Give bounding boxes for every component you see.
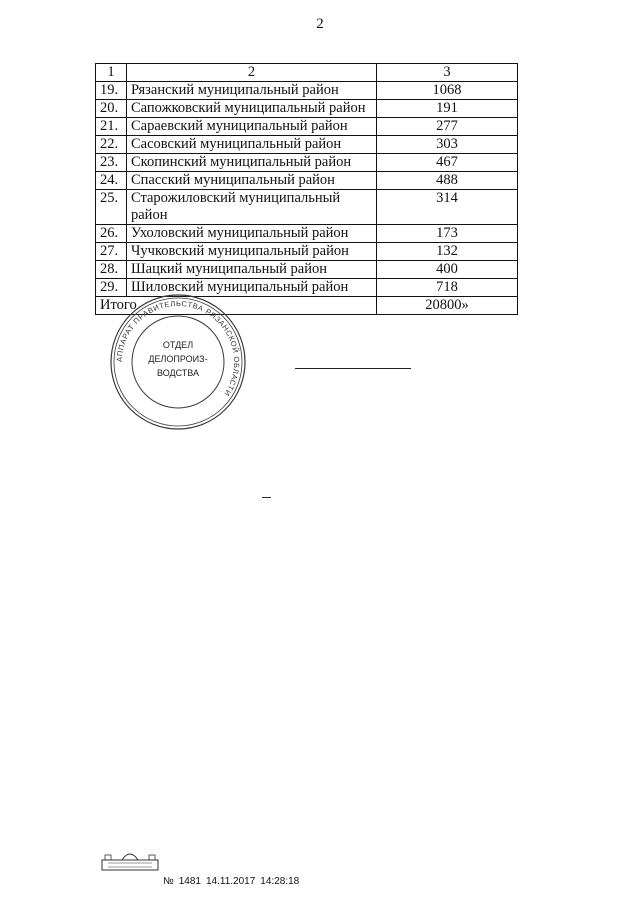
district-value: 467	[377, 154, 518, 172]
stamp-ring-text: АППАРАТ ПРАВИТЕЛЬСТВА РЯЗАНСКОЙ ОБЛАСТИ	[114, 298, 242, 399]
district-name: Сараевский муниципальный район	[127, 118, 377, 136]
district-name: Шацкий муниципальный район	[127, 261, 377, 279]
district-value: 1068	[377, 82, 518, 100]
dash-mark	[262, 497, 271, 498]
row-number: 22.	[96, 136, 127, 154]
registry-logo	[100, 846, 160, 874]
document-number: 1481	[178, 876, 201, 887]
row-number: 29.	[96, 279, 127, 297]
district-value: 173	[377, 225, 518, 243]
district-value: 400	[377, 261, 518, 279]
header-cell: 1	[96, 64, 127, 82]
district-value: 132	[377, 243, 518, 261]
district-name: Рязанский муниципальный район	[127, 82, 377, 100]
row-number: 25.	[96, 190, 127, 225]
district-name: Старожиловский муниципальный район	[127, 190, 377, 225]
district-name: Шиловский муниципальный район	[127, 279, 377, 297]
table-row	[96, 100, 518, 118]
district-value: 191	[377, 100, 518, 118]
district-value: 314	[377, 190, 518, 225]
stamp-line: ОТДЕЛ	[162, 340, 194, 350]
row-number: 27.	[96, 243, 127, 261]
signature-line	[295, 368, 411, 369]
registration-time: 14:28:18	[260, 876, 300, 887]
total-value: 20800»	[377, 297, 518, 315]
row-number: 19.	[96, 82, 127, 100]
row-number: 24.	[96, 172, 127, 190]
row-number: 28.	[96, 261, 127, 279]
district-value: 303	[377, 136, 518, 154]
number-sign: №	[163, 876, 174, 887]
total-label: Итого	[96, 297, 377, 315]
stamp-line: ВОДСТВА	[156, 368, 200, 378]
row-number: 20.	[96, 100, 127, 118]
header-cell: 3	[377, 64, 518, 82]
district-name: Ухоловский муниципальный район	[127, 225, 377, 243]
district-value: 277	[377, 118, 518, 136]
row-number: 21.	[96, 118, 127, 136]
table-header-row	[96, 64, 518, 82]
table-row	[96, 82, 518, 100]
office-stamp	[108, 292, 248, 432]
table-row	[96, 190, 518, 225]
header-cell: 2	[127, 64, 377, 82]
table-row	[96, 136, 518, 154]
table-row	[96, 154, 518, 172]
registration-date: 14.11.2017	[205, 876, 256, 887]
district-value: 718	[377, 279, 518, 297]
row-number: 23.	[96, 154, 127, 172]
district-name: Чучковский муниципальный район	[127, 243, 377, 261]
table-row	[96, 172, 518, 190]
row-number: 26.	[96, 225, 127, 243]
registration-footer	[163, 876, 304, 887]
table-row	[96, 243, 518, 261]
district-name: Скопинский муниципальный район	[127, 154, 377, 172]
district-name: Сапожковский муниципальный район	[127, 100, 377, 118]
data-table	[95, 63, 518, 315]
stamp-line: ДЕЛОПРОИЗ-	[148, 354, 208, 364]
district-name: Спасский муниципальный район	[127, 172, 377, 190]
table-row	[96, 118, 518, 136]
district-name: Сасовский муниципальный район	[127, 136, 377, 154]
page-number: 2	[316, 16, 324, 32]
district-value: 488	[377, 172, 518, 190]
table-row	[96, 225, 518, 243]
table-row	[96, 261, 518, 279]
